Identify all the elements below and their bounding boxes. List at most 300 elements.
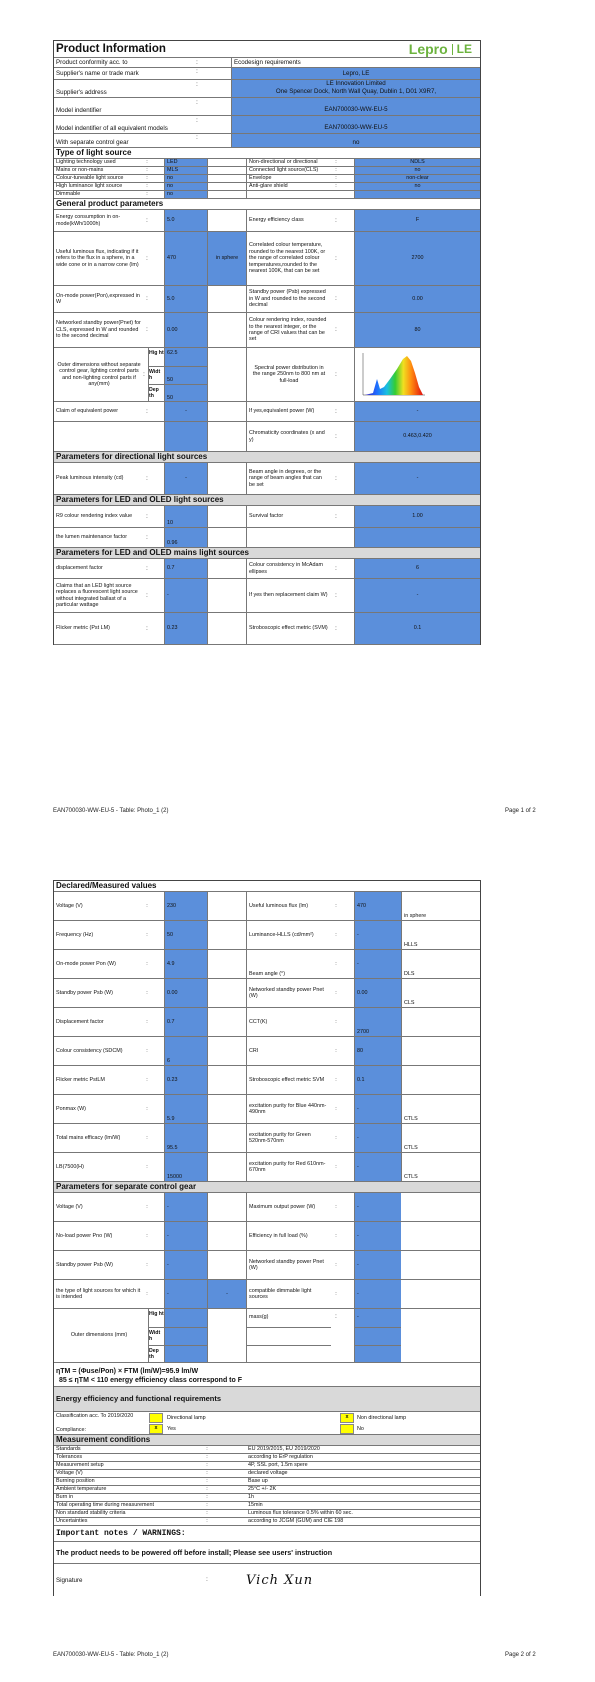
section-declared [54,881,480,892]
supplier-value: Lepro, LE [231,68,480,79]
declared-value-2: 470 [354,892,401,920]
colon: : [196,82,198,88]
empty-cell [207,191,246,198]
empty-cell [207,613,246,644]
chroma-label: Chromaticity coordinates (x and y) [246,422,331,451]
colon: : [335,1232,337,1239]
section-heading: Parameters for LED and OLED mains light sources [56,548,249,557]
type-value: no [164,191,207,198]
empty-cell [207,463,246,494]
colon: : [146,1290,148,1297]
declared-label-2: Stroboscopic effect metric SVM [246,1066,331,1094]
flux-value: 470 [164,232,207,285]
declared-value-2: 0.00 [354,979,401,1007]
empty-cell [207,348,246,401]
section-heading: Parameters for LED and OLED light sources [56,495,224,504]
colon: : [335,1105,337,1112]
page-title: Product Information [56,43,166,55]
mass-label: mass(g) [246,1309,331,1327]
gear-value: - [164,1222,207,1250]
declared-value: 0.00 [164,979,207,1007]
type-label: High luminance light source [56,183,123,190]
measurement-row [54,1470,480,1478]
measurement-row [54,1478,480,1486]
measurement-label: Uncertainties [56,1518,88,1525]
empty-cell [207,1222,246,1250]
empty-cell [207,1095,246,1123]
declared-value: 0.23 [164,1066,207,1094]
empty-blue-cell [354,528,480,547]
type-value: MLS [164,167,207,174]
empty-cell [207,1193,246,1221]
declared-row [54,950,480,979]
colon: : [146,1163,148,1170]
colon: : [146,513,148,520]
empty-cell [207,559,246,578]
svm-label: Stroboscopic effect metric (SVM) [246,613,331,644]
empty-cell [207,210,246,231]
gear-dims-row [54,1309,480,1363]
formula-row [54,1363,480,1387]
declared-label: Flicker metric PstLM [56,1076,105,1083]
colon: : [335,1047,337,1054]
title-row [54,41,480,58]
empty-cell [207,1124,246,1152]
colon: : [196,69,198,75]
type-value-2: NDLS [354,159,480,166]
colon: : [206,1454,208,1461]
peak-row [54,463,480,495]
gear-row [54,1251,480,1280]
footer-left-2: EAN700030-WW-EU-5 - Table: Photo_1 (2) [53,1652,169,1658]
empty-cell [207,528,246,547]
dims-row [54,348,480,402]
model-label: Model indentifier [56,107,102,114]
gear-value-extra: - [207,1280,246,1308]
declared-value-2: 2700 [354,1008,401,1036]
gear-value-2: - [354,1280,401,1308]
empty-cell [207,286,246,312]
chroma-row [54,422,480,452]
address-value [231,80,480,97]
empty-cell [207,313,246,347]
colon: : [335,989,337,996]
footer-right: Page 1 of 2 [505,808,536,814]
measurement-row [54,1446,480,1454]
pnet-value: 0.00 [164,313,207,347]
colon: : [206,1486,208,1493]
supplier-row [54,68,480,80]
non-directional-checkbox[interactable]: x [340,1413,354,1423]
eff-class-value: F [354,210,480,231]
colon: : [146,592,148,599]
gear-value: - [164,1280,207,1308]
brand-divider [452,44,453,55]
gear-rows [54,1193,480,1309]
declared-label: Total mains efficacy (lm/W) [56,1134,121,1141]
measurement-value: Base up [248,1478,268,1485]
declared-row [54,979,480,1008]
declared-value: 6 [164,1037,207,1065]
dims-width-value: 50 [164,366,207,384]
pnet-row [54,313,480,348]
declared-unit: in sphere [401,892,480,920]
colon: : [335,625,337,632]
declared-value-2: - [354,950,401,978]
gear-depth-label: Dep th [148,1345,164,1363]
declared-unit: CLS [401,979,480,1007]
declared-row [54,1153,480,1182]
notes-row [54,1526,480,1542]
compliance-no-checkbox[interactable] [340,1424,354,1434]
type-label-2: Anti-glare shield [246,183,336,190]
declared-value: 15000 [164,1153,207,1181]
empty-cell [207,402,246,421]
declared-unit: CTLS [401,1095,480,1123]
declared-value-2: - [354,1095,401,1123]
claims-label: Claims that an LED light source replaces a fluorescent light source without integrated ballast of a particular wattage [56,582,138,608]
section-gear [54,1182,480,1193]
section-efficiency [54,1387,480,1412]
measurement-label: Burn in [56,1494,74,1501]
mcadam-label: Colour consistency in McAdam ellipses [246,559,331,578]
colon: : [146,327,148,333]
empty-cell [207,892,246,920]
colon: : [335,565,337,572]
warning-row [54,1542,480,1564]
colon: : [335,931,337,938]
gear-row [54,1280,480,1309]
gear-label-2: compatible dimmable light sources [246,1280,331,1308]
disp-label: displacement factor [56,565,103,572]
declared-row [54,1037,480,1066]
beam-label: Beam angle in degrees, or the range of beam angles that can be set [246,463,331,494]
declared-value: 0.7 [164,1008,207,1036]
equiv-model-label: Model indentifier of all equivalent models [56,125,168,132]
declared-label: Ponmax (W) [56,1105,86,1112]
colon: : [146,1018,148,1025]
colon: : [335,1076,337,1083]
address-label: Supplier's address [56,89,107,96]
declared-unit [401,1037,480,1065]
pon-row [54,286,480,313]
chroma-value: 0.463,0.420 [354,422,480,451]
flux-row [54,232,480,286]
colon: : [335,592,337,599]
colon: : [206,1510,208,1517]
pon-value: 5.0 [164,286,207,312]
flicker-value: 0.23 [164,613,207,644]
colon: : [146,989,148,996]
claim-w-value: - [354,579,480,612]
equiv-model-value: EAN700030-WW-EU-5 [231,116,480,133]
model-row [54,98,480,116]
colon: : [146,408,148,415]
gear-label: Standby power Psb (W) [56,1261,113,1268]
colon: : [146,217,148,224]
compliance-no-label: No [357,1426,364,1432]
measurement-label: Tolerances [56,1454,83,1461]
control-gear-label: With separate control gear [56,139,129,146]
maint-row [54,528,480,548]
r9-label: R9 colour rendering index value [56,513,133,520]
empty-cell [207,921,246,949]
pon-label: On-mode power(Pon),expressed in W [56,292,140,305]
colon: : [196,59,198,66]
r9-value: 10 [164,506,207,527]
declared-unit [401,1066,480,1094]
equiv-power-row [54,402,480,422]
colon: : [335,513,337,520]
gear-value: - [164,1251,207,1279]
empty-cell [207,1251,246,1279]
measurement-row [54,1502,480,1510]
type-value: LED [164,159,207,166]
colon: : [335,1203,337,1210]
measurement-value: 15min [248,1502,263,1509]
model-value: EAN700030-WW-EU-5 [231,98,480,115]
type-row [54,159,480,167]
declared-value: 5.9 [164,1095,207,1123]
equiv-w-label: If yes,equivalent power (W) [246,402,331,421]
type-value: no [164,183,207,190]
empty-cell [207,506,246,527]
section-directional [54,452,480,463]
conformity-row [54,58,480,68]
r9-row [54,506,480,528]
declared-row [54,892,480,921]
type-value-2 [354,191,480,198]
colon: : [335,902,337,909]
gear-value-2: - [354,1193,401,1221]
declared-row [54,921,480,950]
control-gear-row [54,134,480,148]
equiv-value: - [164,402,207,421]
type-row [54,191,480,199]
equiv-w-value: - [354,402,480,421]
surv-label: Survival factor [246,506,331,527]
cri-label: Colour rendering index, rounded to the nearest integer, or the range of CRI values that can be set [246,313,331,347]
declared-label: Voltage (V) [56,902,83,909]
colon: : [335,371,337,378]
compliance-yes-checkbox[interactable]: x [149,1424,163,1434]
colon: : [146,534,148,541]
section-heading: Parameters for directional light sources [56,452,208,461]
declared-label: Colour consistency (SDCM) [56,1047,123,1054]
page2-table [53,880,481,1596]
colon: : [206,1478,208,1485]
colon: : [146,1232,148,1239]
measurement-row [54,1494,480,1502]
declared-unit: DLS [401,950,480,978]
declared-label-2: CCT(K) [246,1008,331,1036]
classification-label: Classification acc. To 2019/2020 [56,1413,134,1419]
declared-label-2: Beam angle (°) [246,950,331,978]
declared-unit [401,1008,480,1036]
measurement-value: according to ErP regulation [248,1454,313,1461]
cct-label: Correlated colour temperature, rounded to the nearest 100K, or the range of correlated colour temperatures,rounded to the nearest 100K, that can be set [246,232,331,285]
mass-value: - [354,1309,401,1327]
declared-label: Standby power Psb (W) [56,989,113,996]
colon: : [146,183,148,190]
measurement-value: declared voltage [248,1470,288,1477]
energy-cons-value: 5.0 [164,210,207,231]
declared-label-2: Useful luminous flux (lm) [246,892,331,920]
gear-dims-label: Outer dimensions (mm) [70,1332,128,1339]
disp-row [54,559,480,579]
type-label: Colour-tuneable light source [56,175,124,182]
dims-height-label: Hig ht [148,348,164,366]
directional-checkbox[interactable] [149,1413,163,1423]
empty-cell [207,1309,246,1362]
colon: : [335,1290,337,1297]
empty-cell [207,1037,246,1065]
declared-value-2: 80 [354,1037,401,1065]
declared-row [54,1066,480,1095]
claims-value: - [164,579,207,612]
gear-label-2: Networked standby power Pnet (W) [246,1251,331,1279]
directional-lamp-label: Directional lamp [167,1415,206,1421]
declared-value-2: - [354,921,401,949]
dims-height-value: 62.5 [164,348,207,366]
gear-height-value [164,1309,207,1327]
section-mains [54,548,480,559]
colon: : [335,408,337,415]
type-value: no [164,175,207,182]
compliance-label: Compliance: [56,1427,86,1433]
control-gear-value: no [231,134,480,147]
dims-width-label: Widt h [148,366,164,384]
brand-logo-text: Lepro [408,41,448,57]
signature-image: Vich Xun [246,1572,314,1588]
type-row [54,175,480,183]
measurement-value: EU 2019/2015, EU 2019/2020 [248,1446,320,1453]
declared-label: Displacement factor [56,1018,104,1025]
address-line-1: LE Innovation Limited [326,80,386,87]
declared-unit: HLLS [401,921,480,949]
colon: : [146,960,148,967]
colon: : [206,1518,208,1525]
declared-value-2: 0.1 [354,1066,401,1094]
section-led [54,495,480,506]
surv-value: 1.00 [354,506,480,527]
colon: : [335,159,337,166]
declared-label-2: excitation purity for Red 610nm-670nm [246,1153,331,1181]
declared-value: 95.5 [164,1124,207,1152]
colon: : [335,1314,337,1320]
dims-depth-label: Dep th [148,384,164,402]
colon: : [196,135,198,141]
empty-cell [207,1066,246,1094]
colon: : [146,159,148,166]
declared-label: On-mode power Pon (W) [56,960,116,967]
declared-label: LB(7500(H) [56,1163,84,1170]
type-row [54,167,480,175]
measurement-value: 4P, SSL port, 1.5m spere [248,1462,308,1469]
colon: : [335,217,337,224]
gear-value: - [164,1193,207,1221]
empty-cell [207,167,246,174]
gear-width-value [164,1327,207,1345]
declared-label: Frequency (Hz) [56,931,94,938]
section-type [54,148,480,159]
psb-value: 0.00 [354,286,480,312]
measurement-rows [54,1446,480,1526]
empty-cell [207,579,246,612]
svm-value: 0.1 [354,613,480,644]
dims-depth-value: 50 [164,384,207,402]
colon: : [335,475,337,482]
declared-value: 4.9 [164,950,207,978]
equiv-model-row [54,116,480,134]
beam-value: - [354,463,480,494]
footer-right-2: Page 2 of 2 [505,1652,536,1658]
declared-row [54,1095,480,1124]
section-heading: General product parameters [56,199,164,208]
type-value-2: no [354,183,480,190]
colon: : [146,1105,148,1112]
maint-value: 0.96 [164,528,207,547]
colon: : [146,902,148,909]
empty-blue-cell [354,1327,401,1345]
flux-label: Useful luminous flux, indicating if it refers to the flux in a sphere, in a wide cone or in a narrow cone (lm) [56,248,139,268]
colon: : [206,1502,208,1509]
brand-logo-text-2: LE [456,42,472,56]
declared-value-2: - [354,1124,401,1152]
empty-cell [207,950,246,978]
gear-label: Voltage (V) [56,1203,83,1210]
colon: : [146,625,148,632]
spd-cell [354,348,480,401]
section-heading: Declared/Measured values [56,881,157,890]
section-measurement [54,1435,480,1446]
colon: : [146,931,148,938]
colon: : [335,183,337,190]
formula-line-2: 85 ≤ ηTM < 110 energy efficiency class correspond to F [59,1377,242,1384]
energy-row [54,210,480,232]
colon: : [146,175,148,182]
colon: : [146,1076,148,1083]
declared-label-2: excitation purity for Blue 440nm-490nm [246,1095,331,1123]
flicker-label: Flicker metric (Pst LM) [56,625,110,632]
colon: : [206,1446,208,1453]
colon: : [335,296,337,302]
colon: : [196,100,198,106]
type-label: Lighting technology used [56,159,116,166]
empty-cell [207,183,246,190]
section-heading: Measurement conditions [56,1435,151,1444]
cri-value: 80 [354,313,480,347]
signature-row [54,1564,480,1596]
empty-blue-cell [164,422,207,451]
colon: : [146,1203,148,1210]
gear-label-2: Maximum output power (W) [246,1193,331,1221]
colon: : [146,475,148,482]
colon: : [146,1261,148,1268]
type-value-2: non-clear [354,175,480,182]
disp-value: 0.7 [164,559,207,578]
brand-logo [362,41,472,57]
colon: : [206,1462,208,1469]
measurement-value: Luminous flux tolerance 0.5% within 60 sec. [248,1510,353,1517]
peak-value: - [164,463,207,494]
colon: : [335,1163,337,1170]
declared-unit: CTLS [401,1124,480,1152]
gear-height-label: Hig ht [148,1309,164,1327]
dims-label: Outer dimensions without separate control gear, lighting control parts and non-lighting control parts if any(mm) [57,361,141,387]
gear-label: the type of light sources for which it is intended [56,1287,141,1300]
colon: : [146,167,148,174]
